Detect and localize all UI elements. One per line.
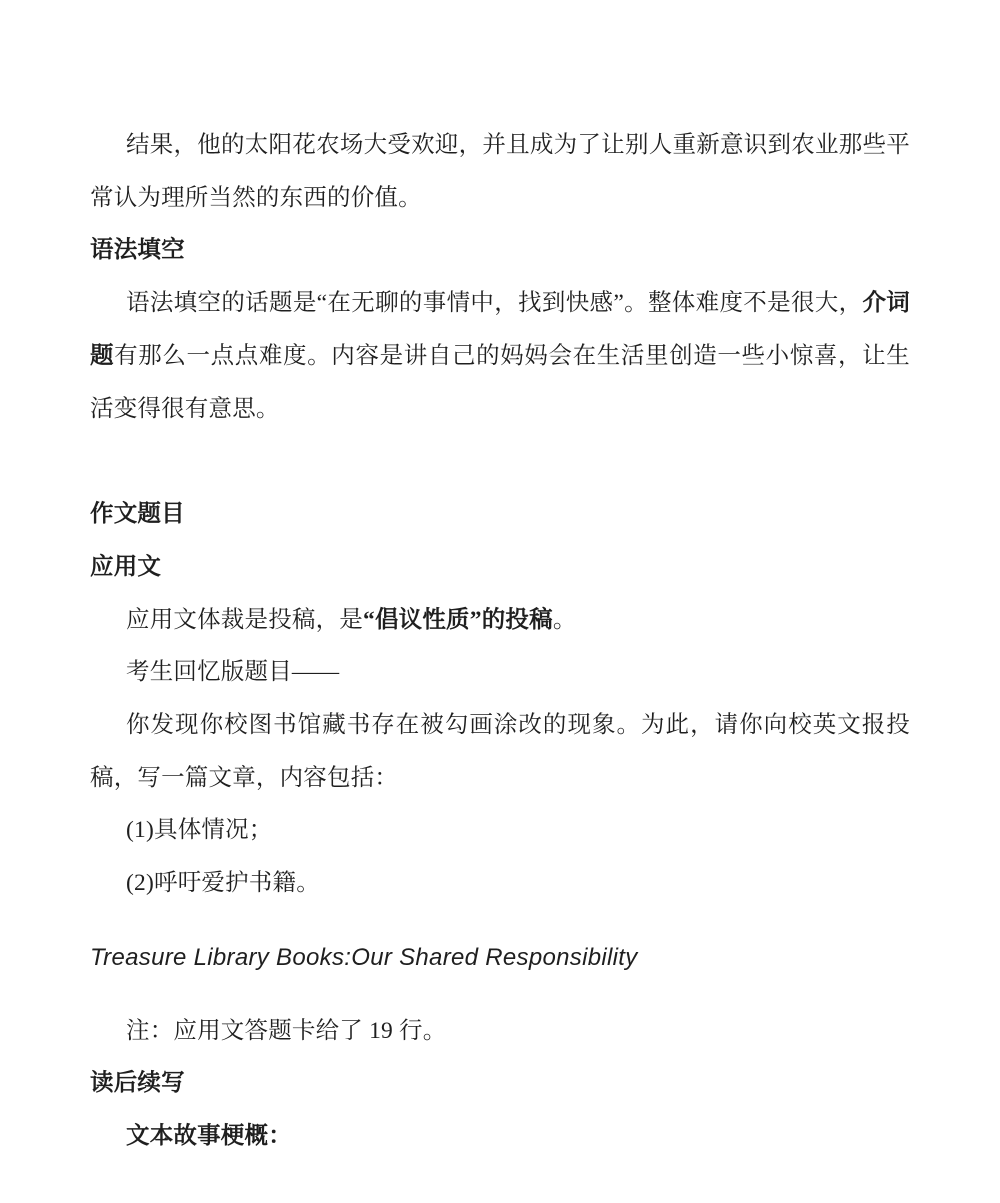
paragraph-recalled-title-lead <box>90 646 910 699</box>
heading-applied-writing <box>90 541 910 594</box>
text-run: (2)呼吁爱护书籍。 <box>126 870 320 897</box>
text-run: 。 <box>552 606 577 633</box>
text-run: (1)具体情况； <box>126 817 273 844</box>
paragraph-grammar-topic <box>90 277 910 435</box>
bold-text-run: 介词题 <box>90 290 911 369</box>
paragraph-note-answer-sheet <box>90 1005 910 1058</box>
text-run: 语法填空 <box>90 237 185 264</box>
paragraph-applied-genre <box>90 594 910 647</box>
text-run: 你发现你校图书馆藏书存在被勾画涂改的现象。为此，请你向校英文报投稿，写一篇文章，内容包括： <box>90 712 910 791</box>
bold-text-run: 文本故事梗概： <box>126 1122 292 1149</box>
text-run: 应用文 <box>90 553 162 580</box>
heading-grammar-fill <box>90 224 910 277</box>
paragraph-english-essay-title <box>90 932 910 985</box>
text-run: 语法填空的话题是“在无聊的事情中，找到快感”。整体难度不是很大， <box>126 290 863 317</box>
text-run: Treasure Library Books:Our Shared Responsibility <box>90 943 638 971</box>
text-run: 注：应用文答题卡给了 19 行。 <box>126 1017 447 1044</box>
paragraph-story-outline-label <box>90 1110 910 1163</box>
list-item-2 <box>90 857 910 910</box>
paragraph-writing-prompt <box>90 699 910 804</box>
text-run: 考生回忆版题目—— <box>126 659 340 686</box>
heading-continuation-writing <box>90 1057 910 1110</box>
bold-text-run: “倡议性质”的投稿 <box>363 606 553 633</box>
heading-essay-topics <box>90 488 910 541</box>
text-run: 应用文体裁是投稿，是 <box>126 606 363 633</box>
text-run: 作文题目 <box>90 501 185 528</box>
text-run: 结果，他的太阳花农场大受欢迎，并且成为了让别人重新意识到农业那些平常认为理所当然的东西的价值。 <box>90 132 910 211</box>
paragraph-listening-result <box>90 119 910 224</box>
text-run: 有那么一点点难度。内容是讲自己的妈妈会在生活里创造一些小惊喜，让生活变得很有意思。 <box>90 342 910 422</box>
list-item-1 <box>90 804 910 857</box>
text-run: 读后续写 <box>90 1070 185 1097</box>
